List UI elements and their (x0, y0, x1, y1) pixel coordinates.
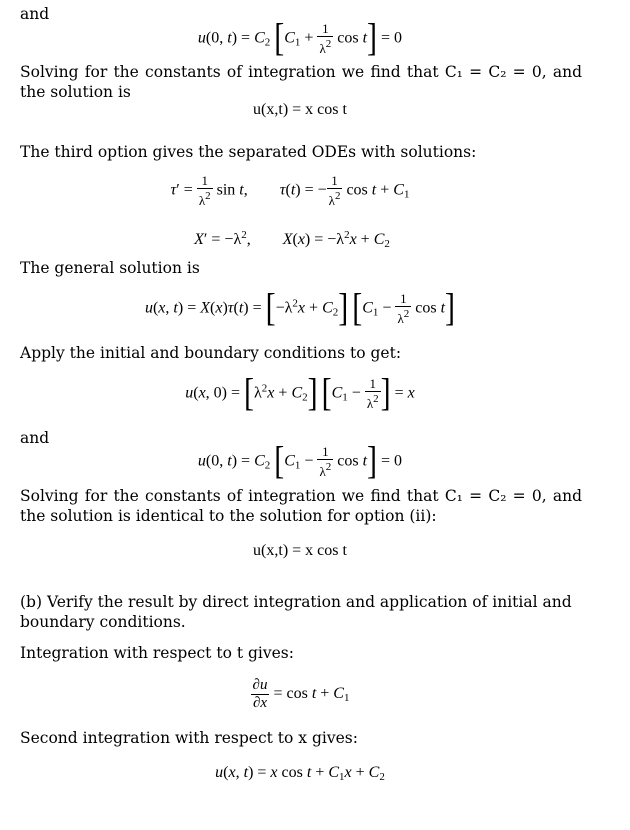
text-and-2: and (20, 429, 50, 447)
text-solving-1: Solving for the constants of integration we find that C₁ = C₂ = 0, and the solution is (20, 63, 582, 101)
equation-u0-minus: u(0, $t) = C_2$ [$C_1$ − $\frac{1}{\lambda^2}$ cos t] = 0 (197, 439, 403, 483)
text-second-integration: Second integration with respect to x gives: (20, 729, 358, 747)
equation-general: u(x, $t) = X(x)\tau(t) = [-\lambda^2x + C_2] [C_1$ − $\frac{1}{\lambda^2}$ cos t] (144, 286, 456, 330)
equation-initial: u(x, $0) = [\lambda^2x + C_2] [C_1$ − $\frac{1}{\lambda^2}$ ] = x (185, 371, 415, 415)
text-and-1: and (20, 5, 50, 23)
text-third-option: The third option gives the separated ODEs with solutions: (20, 143, 477, 161)
text-integration-t: Integration with respect to t gives: (20, 644, 294, 662)
equation-u0-plus: u(0, $t) = C_2$ [$C_1$ + $\frac{1}{\lambda^2}$ cos t] = 0 (197, 16, 403, 60)
equation-solution-a: u(x,t) = x cos t (253, 101, 347, 118)
equation-final: u(x, t) = x $\cos t + C_1x + C_2$ (215, 764, 385, 783)
equation-solution-b: u(x,t) = x cos t (253, 542, 347, 559)
text-apply-conditions: Apply the initial and boundary conditions to get: (20, 344, 402, 362)
text-part-b: (b) Verify the result by direct integration and application of initial and boundary conditions. (20, 593, 572, 631)
text-solving-2: Solving for the constants of integration we find that C₁ = C₂ = 0, and the solution is identical to the solution for option (ii): (20, 487, 582, 525)
equation-du-dx: $\frac{\partial u}{\partial x}$ = $\cos t + C_1$ (252, 677, 350, 711)
text-general-solution: The general solution is (20, 259, 200, 277)
equation-tau: τ′ = $\frac{1}{\lambda^2}$ sin t, τ(t) = − $\frac{1}{\lambda^2}$ $\cos t + C_1$ (170, 173, 410, 208)
equation-X: $X' = -\lambda^2$, $X(x) = -\lambda^2x + C_2$ (194, 229, 390, 250)
